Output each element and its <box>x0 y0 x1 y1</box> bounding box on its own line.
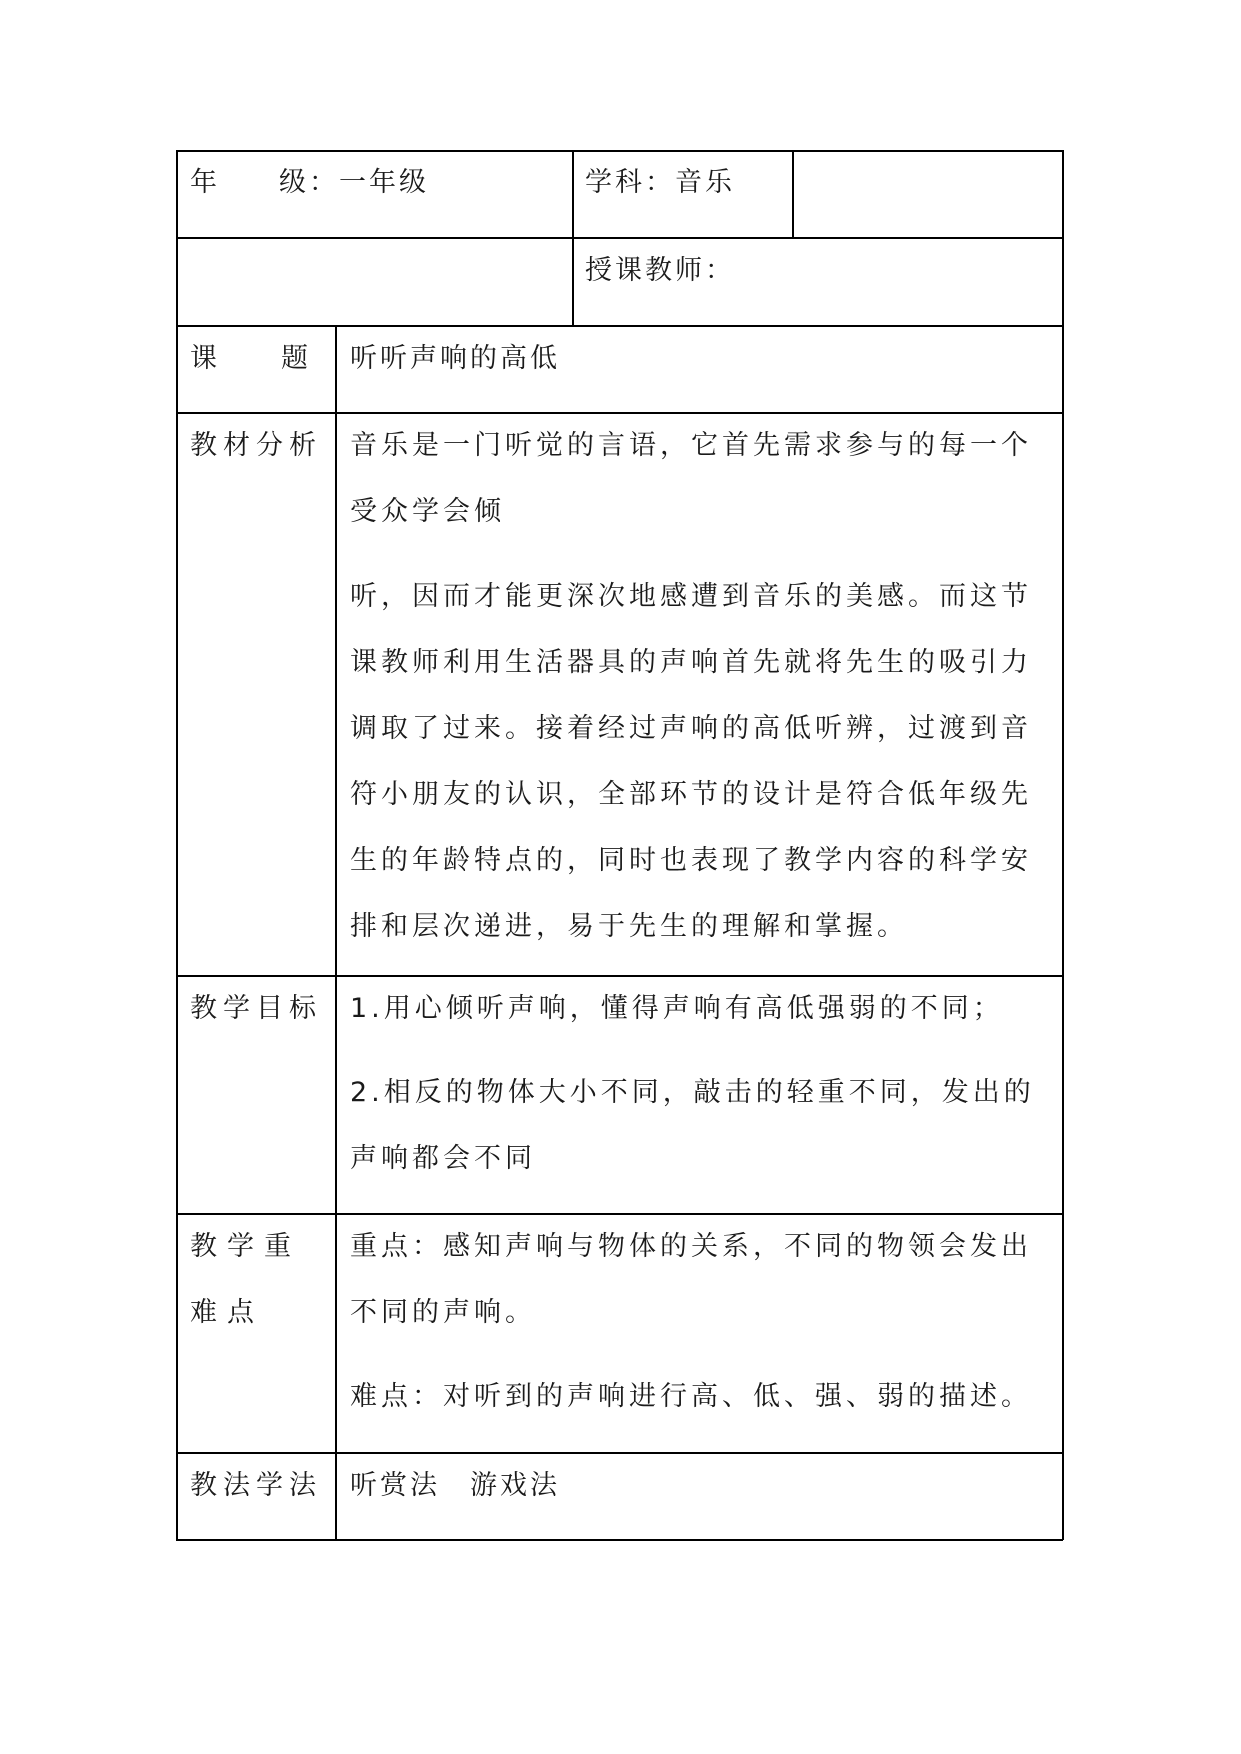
methods-label: 教法学法 <box>190 1470 322 1501</box>
goals-label: 教学目标 <box>190 993 322 1024</box>
keypoints-focus: 重点：感知声响与物体的关系，不同的物领会发出不同的声响。 <box>350 1231 1032 1328</box>
table-border-bottom <box>176 1539 1063 1541</box>
topic-label-1: 课 <box>190 343 220 374</box>
goals-item-1: 1.用心倾听声响，懂得声响有高低强弱的不同； <box>350 993 1004 1024</box>
table-border-right <box>1062 150 1064 1540</box>
table-col-divider <box>335 325 337 1540</box>
table-border-left <box>176 150 178 1540</box>
keypoints-difficulty: 难点：对听到的声响进行高、低、强、弱的描述。 <box>350 1381 1032 1412</box>
keypoints-label: 教学重难点 <box>190 1231 301 1328</box>
teacher-label: 授课教师： <box>585 255 735 286</box>
topic-label-2: 题 <box>281 343 311 374</box>
table-col-divider <box>792 150 794 238</box>
grade-value: 级：一年级 <box>279 167 429 198</box>
goals-item-2: 2.相反的物体大小不同，敲击的轻重不同，发出的声响都会不同 <box>350 1077 1035 1174</box>
analysis-label: 教材分析 <box>190 430 322 461</box>
topic-value: 听听声响的高低 <box>350 343 560 374</box>
table-col-divider <box>572 150 574 326</box>
analysis-paragraph-1: 音乐是一门听觉的言语，它首先需求参与的每一个受众学会倾 <box>350 430 1032 527</box>
grade-label: 年 <box>190 167 220 198</box>
analysis-paragraph-2: 听，因而才能更深次地感遭到音乐的美感。而这节课教师利用生活器具的声响首先就将先生的吸引力调取了过来。接着经过声响的高低听辨，过渡到音符小朋友的认识，全部环节的设计是符合低年级先生的年龄特点的，同时也表现了教学内容的科学安排和层次递进，易于先生的理解和掌握。 <box>350 581 1032 942</box>
methods-value: 听赏法 游戏法 <box>350 1470 560 1501</box>
subject-label: 学科：音乐 <box>585 167 735 198</box>
